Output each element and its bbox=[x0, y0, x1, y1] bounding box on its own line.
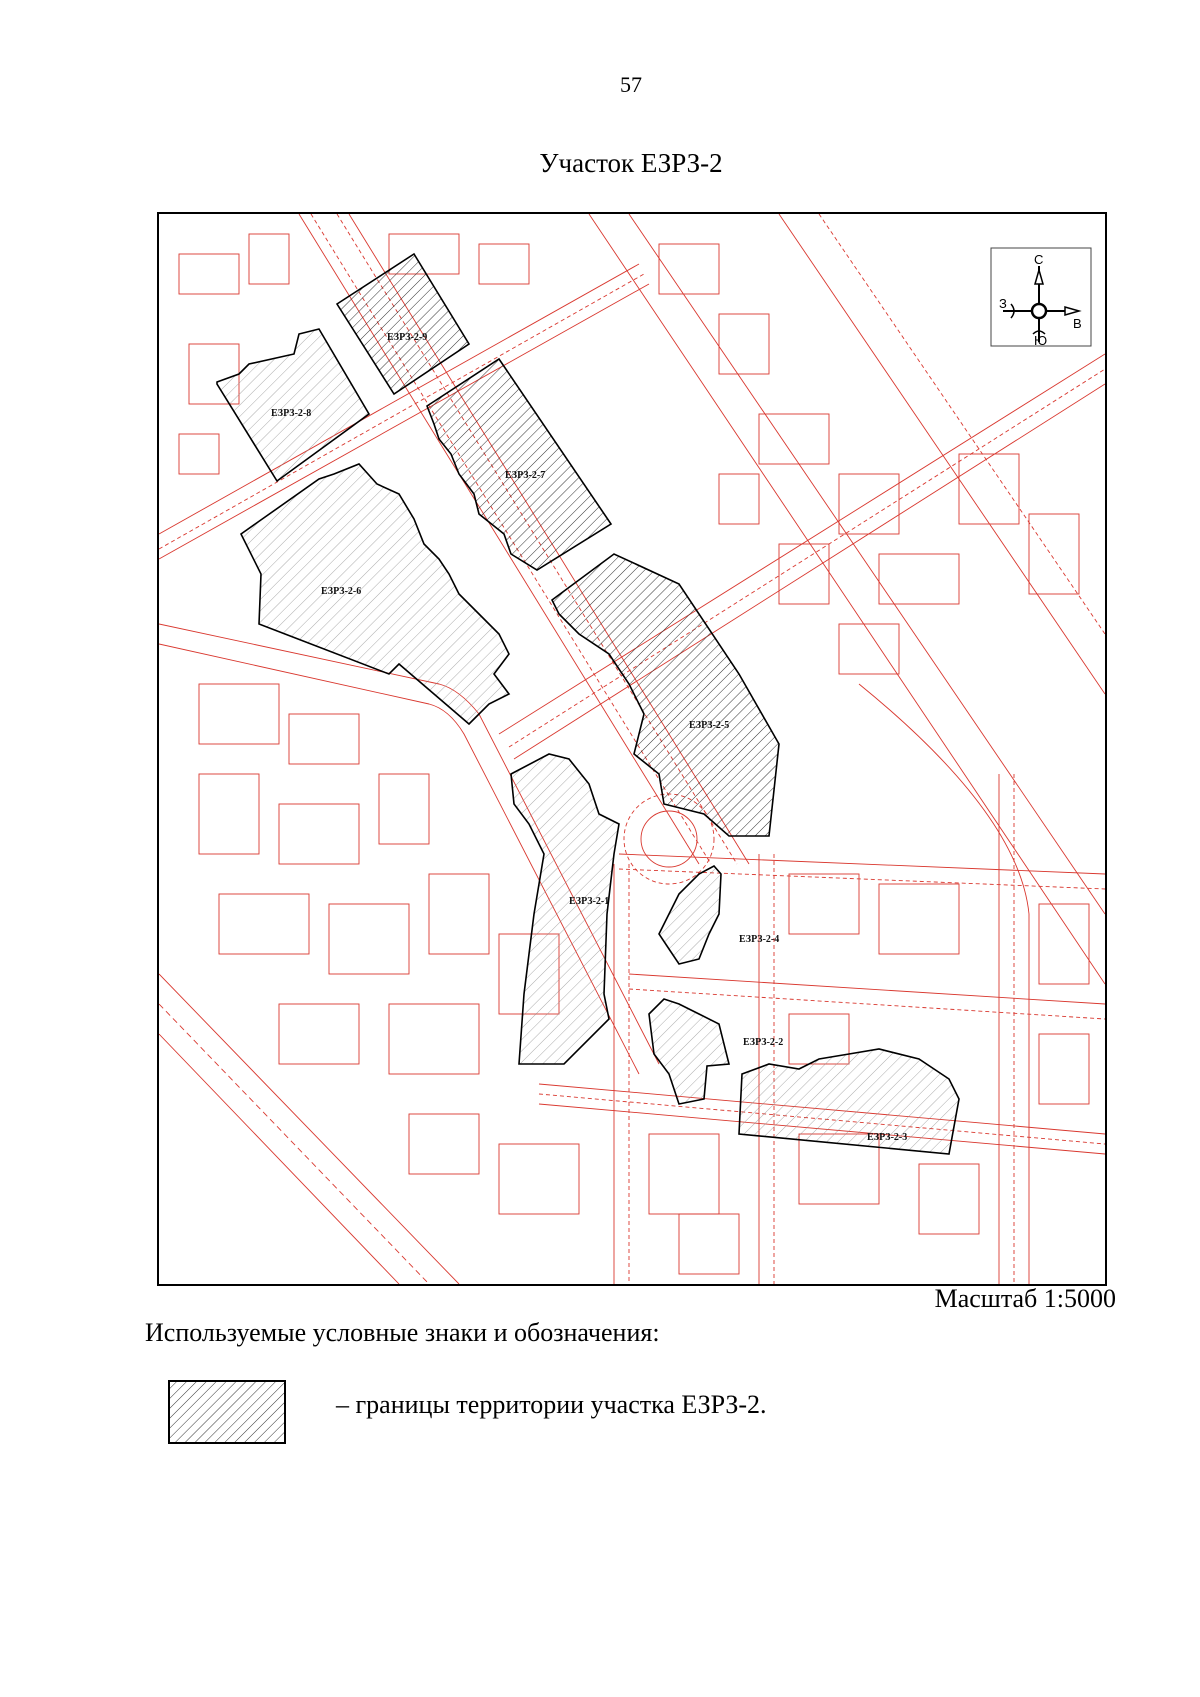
plot-ezrz-2-2 bbox=[649, 999, 729, 1104]
compass-rose bbox=[991, 248, 1091, 348]
plot-label: ЕЗРЗ-2-4 bbox=[739, 934, 780, 945]
compass-east-label: В bbox=[1073, 316, 1082, 331]
hatched-area-swatch bbox=[168, 1380, 286, 1444]
plot-ezrz-2-3 bbox=[739, 1049, 959, 1154]
plot-label: ЕЗРЗ-2-9 bbox=[387, 332, 428, 343]
plot-ezrz-2-1 bbox=[511, 754, 619, 1064]
plot-label: ЕЗРЗ-2-1 bbox=[569, 896, 610, 907]
compass-north-label: С bbox=[1034, 252, 1044, 267]
plot-label: ЕЗРЗ-2-7 bbox=[505, 470, 546, 481]
legend-item-label: – границы территории участка ЕЗРЗ-2. bbox=[336, 1390, 767, 1419]
plot-ezrz-2-4 bbox=[659, 866, 721, 964]
plot-label: ЕЗРЗ-2-8 bbox=[271, 408, 312, 419]
map-scale: Масштаб 1:5000 bbox=[934, 1284, 1116, 1313]
page-title: Участок ЕЗРЗ-2 bbox=[539, 148, 723, 178]
plot-ezrz-2-7 bbox=[427, 359, 611, 570]
compass-west-label: З bbox=[999, 296, 1007, 311]
plot-label: ЕЗРЗ-2-2 bbox=[743, 1037, 784, 1048]
map-frame bbox=[157, 212, 1107, 1286]
plot-ezrz-2-9 bbox=[337, 254, 469, 394]
plot-ezrz-2-6 bbox=[241, 464, 509, 724]
plot-label: ЕЗРЗ-2-6 bbox=[321, 586, 362, 597]
plot-label: ЕЗРЗ-2-5 bbox=[689, 720, 730, 731]
legend-heading: Используемые условные знаки и обозначения: bbox=[145, 1318, 660, 1347]
compass-south-label: Ю bbox=[1034, 333, 1048, 348]
site-plan-map bbox=[159, 214, 1105, 1284]
page-number: 57 bbox=[620, 72, 642, 97]
plot-ezrz-2-8 bbox=[217, 329, 369, 481]
plot-label: ЕЗРЗ-2-3 bbox=[867, 1132, 908, 1143]
legend-item bbox=[168, 1380, 968, 1446]
plot-areas bbox=[217, 254, 959, 1154]
